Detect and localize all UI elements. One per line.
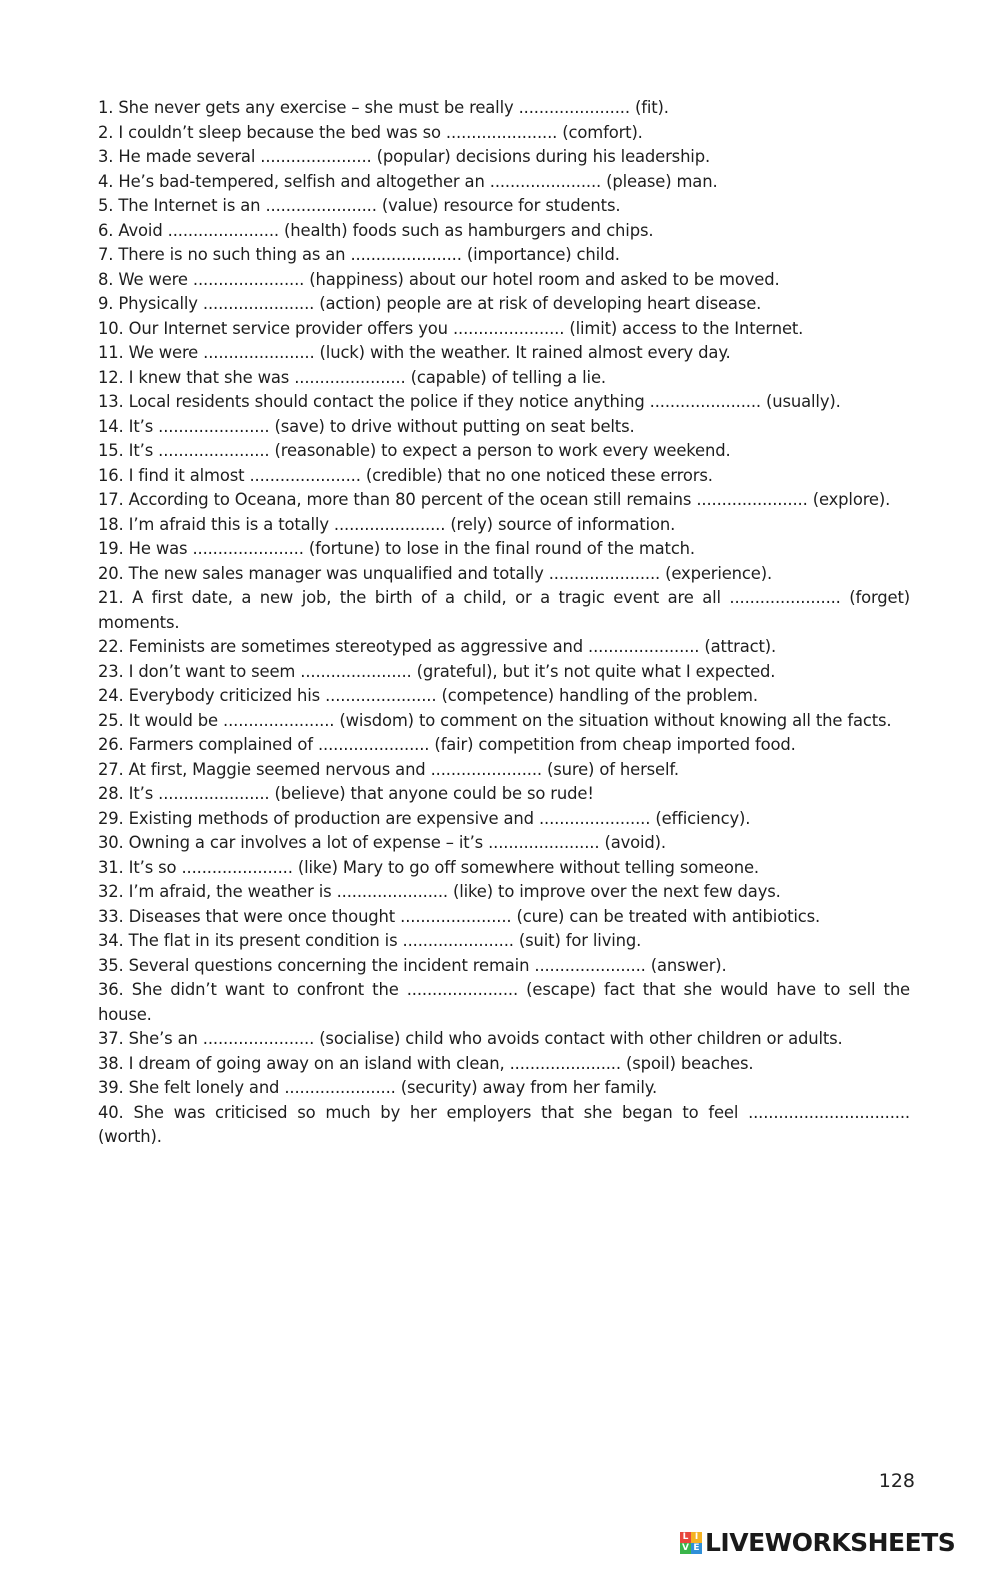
page-number: 128 (878, 1470, 915, 1492)
exercise-item: 21. A first date, a new job, the birth of a child, or a tragic event are all ...................... (forget) moments. (98, 588, 910, 632)
exercise-item: 2. I couldn’t sleep because the bed was so ...................... (comfort). (98, 122, 643, 142)
exercise-item: 23. I don’t want to seem ...................... (grateful), but it’s not quite what I expected. (98, 661, 776, 681)
exercise-item: 5. The Internet is an ...................... (value) resource for students. (98, 196, 621, 215)
exercise-item: 36. She didn’t want to confront the ...................... (escape) fact that she would have to sell the house. (98, 980, 910, 1024)
exercise-item: 38. I dream of going away on an island with clean, ...................... (spoil) beaches. (98, 1053, 754, 1073)
liveworksheets-brand[interactable] (680, 1528, 955, 1557)
exercise-item: 17. According to Oceana, more than 80 percent of the ocean still remains ...................... (explore). (98, 490, 891, 509)
exercise-item: 7. There is no such thing as an ...................... (importance) child. (98, 245, 620, 264)
exercise-item: 39. She felt lonely and ...................... (security) away from her family. (98, 1078, 658, 1097)
exercise-item: 29. Existing methods of production are expensive and ...................... (efficiency). (98, 808, 751, 828)
exercise-item: 1. She never gets any exercise – she must be really ...................... (fit). (98, 98, 669, 117)
exercise-item: 24. Everybody criticized his ...................... (competence) handling of the problem. (98, 686, 758, 705)
exercise-item: 32. I’m afraid, the weather is ...................... (like) to improve over the next few days. (98, 882, 781, 901)
exercise-item: 12. I knew that she was ...................... (capable) of telling a lie. (98, 367, 606, 387)
logo-letter: L (680, 1532, 691, 1543)
exercise-item: 25. It would be ...................... (wisdom) to comment on the situation without knowing all the facts. (98, 710, 892, 730)
exercise-item: 16. I find it almost ...................... (credible) that no one noticed these errors. (98, 465, 713, 485)
exercise-item: 28. It’s ...................... (believe) that anyone could be so rude! (98, 784, 594, 803)
exercise-item: 40. She was criticised so much by her employers that she began to feel ................................ (worth). (98, 1102, 910, 1146)
brand-name: LIVEWORKSHEETS (705, 1528, 956, 1557)
exercise-item: 20. The new sales manager was unqualified and totally ...................... (experience). (98, 563, 773, 583)
exercise-item: 35. Several questions concerning the incident remain ...................... (answer). (98, 955, 727, 975)
exercise-item: 14. It’s ...................... (save) to drive without putting on seat belts. (98, 416, 635, 436)
exercise-item: 37. She’s an ...................... (socialise) child who avoids contact with other children or adults. (98, 1029, 843, 1048)
exercise-item: 15. It’s ...................... (reasonable) to expect a person to work every weekend. (98, 441, 731, 460)
exercise-item: 19. He was ...................... (fortune) to lose in the final round of the match. (98, 539, 695, 558)
exercise-item: 34. The flat in its present condition is ...................... (suit) for living. (98, 931, 642, 950)
exercise-item: 27. At first, Maggie seemed nervous and ...................... (sure) of herself. (98, 759, 679, 779)
exercise-item: 22. Feminists are sometimes stereotyped as aggressive and ...................... (attract). (98, 637, 777, 656)
logo-letter: E (691, 1543, 702, 1554)
exercise-item: 13. Local residents should contact the police if they notice anything ...................... (usually). (98, 392, 841, 411)
exercise-item: 11. We were ...................... (luck) with the weather. It rained almost every day. (98, 343, 731, 362)
exercise-item: 4. He’s bad-tempered, selfish and altogether an ...................... (please) man. (98, 171, 718, 191)
exercise-item: 10. Our Internet service provider offers you ...................... (limit) access to the Internet. (98, 318, 804, 338)
exercise-item: 9. Physically ...................... (action) people are at risk of developing heart disease. (98, 294, 762, 313)
exercise-item: 18. I’m afraid this is a totally ...................... (rely) source of information. (98, 514, 676, 534)
liveworksheets-logo-icon (680, 1532, 702, 1554)
exercise-list (98, 96, 910, 1150)
exercise-item: 6. Avoid ...................... (health) foods such as hamburgers and chips. (98, 220, 654, 240)
logo-letter: I (691, 1532, 702, 1543)
exercise-item: 3. He made several ...................... (popular) decisions during his leadership. (98, 147, 711, 166)
exercise-item: 26. Farmers complained of ...................... (fair) competition from cheap imported food. (98, 735, 796, 754)
exercise-item: 8. We were ...................... (happiness) about our hotel room and asked to be moved. (98, 269, 780, 289)
exercise-item: 33. Diseases that were once thought ...................... (cure) can be treated with antibiotics. (98, 906, 821, 926)
logo-letter: V (680, 1543, 691, 1554)
exercise-item: 30. Owning a car involves a lot of expense – it’s ...................... (avoid). (98, 833, 666, 852)
exercise-item: 31. It’s so ...................... (like) Mary to go off somewhere without telling someone. (98, 857, 759, 877)
